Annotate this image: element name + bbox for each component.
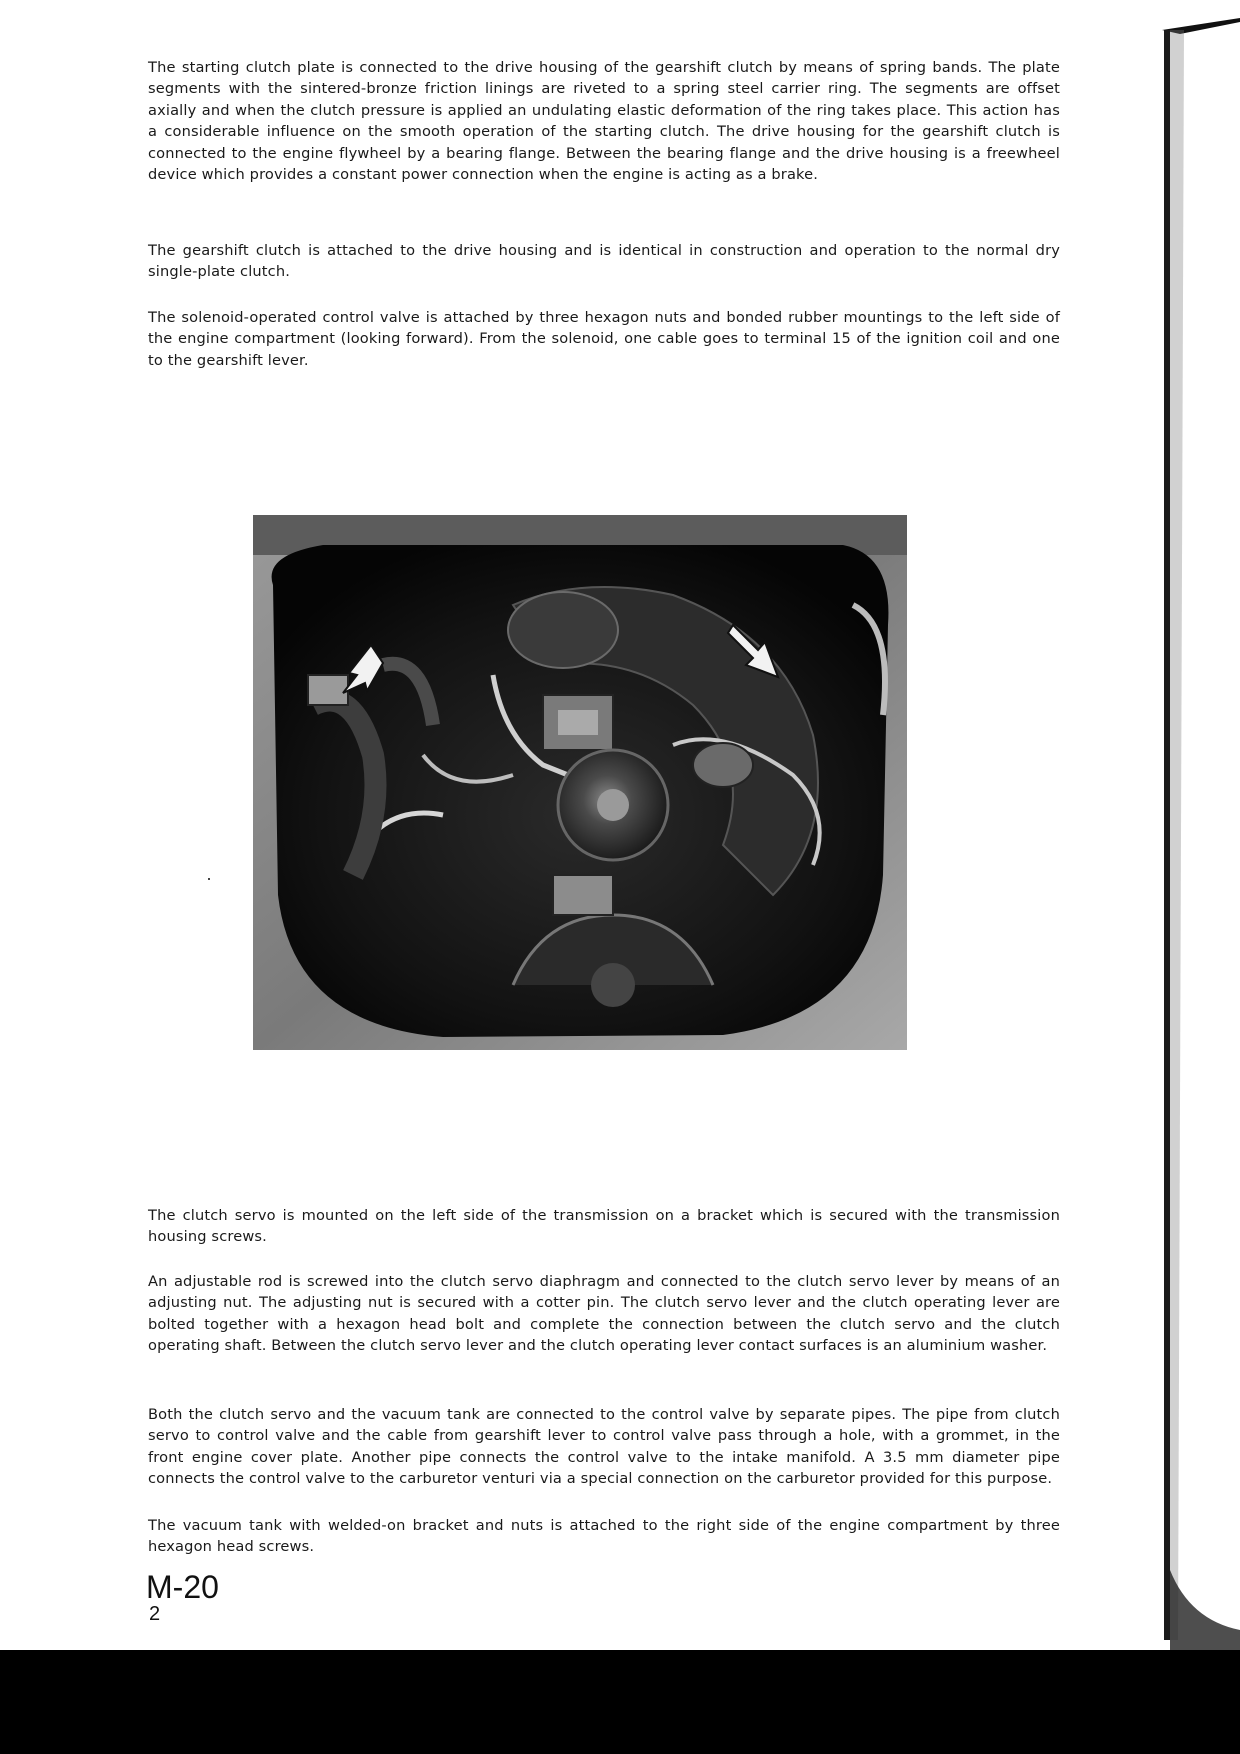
- scan-edge-shadow: [1150, 0, 1240, 1660]
- scan-speck: [208, 878, 210, 880]
- section-id: M-20: [146, 1569, 219, 1605]
- paragraph-control-valve: The solenoid-operated control valve is attached by three hexagon nuts and bonded rubber mountings to the left side of the engine compartment (looking forward). From the solenoid, one cable goes to terminal 15 of the ignition coil and one to the gearshift lever.: [148, 308, 1060, 369]
- paragraph-starting-clutch: The starting clutch plate is connected to the drive housing of the gearshift clutch by means of spring bands. The plate segments with the sintered-bronze friction linings are riveted to a spring steel carrier ring. The segments are offset axially and when the clutch pressure is applied an undulating elastic deformation of the ring takes place. This action has a considerable influence on the smooth operation of the starting clutch. The drive housing for the gearshift clutch is connected to the engine flywheel by a bearing flange. Between the bearing flange and the drive housing is a freewheel device which provides a constant power connection when the engine is acting as a brake.: [148, 58, 1060, 184]
- scan-bottom-band: [0, 1650, 1240, 1754]
- paragraph-gearshift-clutch: The gearshift clutch is attached to the drive housing and is identical in construction and operation to the normal dry single-plate clutch.: [148, 241, 1060, 281]
- paragraph-clutch-servo: The clutch servo is mounted on the left side of the transmission on a bracket which is secured with the transmission housing screws.: [148, 1206, 1060, 1246]
- engine-photo-illustration: [253, 515, 907, 1050]
- engine-compartment-photo: [253, 515, 907, 1050]
- page-number: 2: [149, 1603, 161, 1625]
- paragraph-adjustable-rod: An adjustable rod is screwed into the clutch servo diaphragm and connected to the clutch servo lever by means of an adjusting nut. The adjusting nut is secured with a cotter pin. The clutch servo lever and the clutch operating lever are bolted together with a hexagon head bolt and complete the connection between the clutch servo and the clutch operating shaft. Between the clutch servo lever and the clutch operating lever contact surfaces is an aluminium washer.: [148, 1272, 1060, 1355]
- paragraph-pipes: Both the clutch servo and the vacuum tank are connected to the control valve by separate pipes. The pipe from clutch servo to control valve and the cable from gearshift lever to control valve pass through a hole, with a grommet, in the front engine cover plate. Another pipe connects the control valve to the intake manifold. A 3.5 mm diameter pipe connects the control valve to the carburetor venturi via a special connection on the carburetor provided for this purpose.: [148, 1405, 1060, 1488]
- paragraph-vacuum-tank: The vacuum tank with welded-on bracket and nuts is attached to the right side of the engine compartment by three hexagon head screws.: [148, 1516, 1060, 1556]
